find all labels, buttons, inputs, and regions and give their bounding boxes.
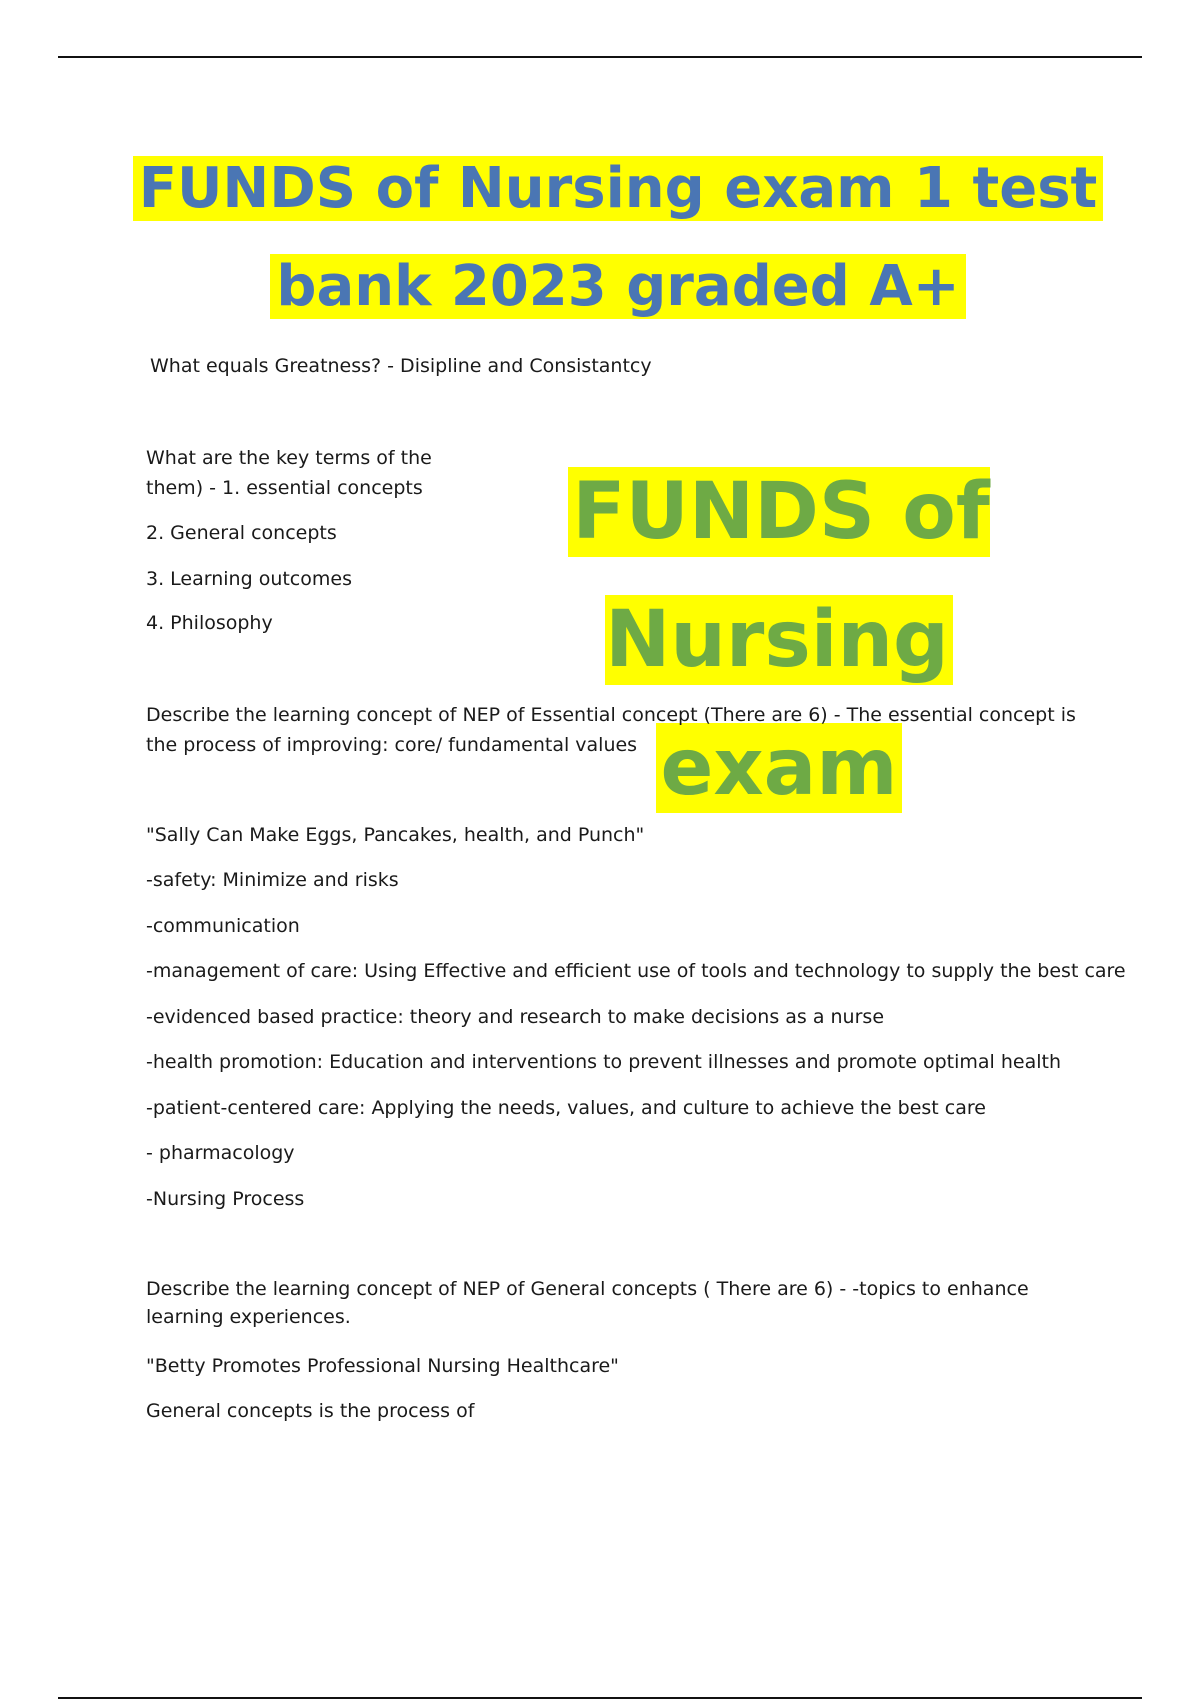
list-item: 3. Learning outcomes (146, 568, 352, 590)
watermark-line-1: FUNDS of Nursing (568, 467, 990, 685)
paragraph: "Sally Can Make Eggs, Pancakes, health, and Punch" (146, 824, 645, 846)
list-item: -health promotion: Education and interventions to prevent illnesses and promote optimal health (146, 1051, 1062, 1073)
bottom-rule (58, 1697, 1142, 1699)
watermark-overlay (413, 448, 1145, 832)
top-rule (58, 56, 1142, 58)
list-item: -safety: Minimize and risks (146, 869, 399, 891)
paragraph: What equals Greatness? - Disipline and Consistantcy (150, 355, 652, 377)
watermark-line-2: exam (656, 723, 901, 813)
paragraph: them) - 1. essential concepts (146, 477, 423, 499)
list-item: - pharmacology (146, 1142, 295, 1164)
paragraph: "Betty Promotes Professional Nursing Healthcare" (146, 1355, 619, 1377)
list-item: -evidenced based practice: theory and research to make decisions as a nurse (146, 1006, 885, 1028)
list-item: 2. General concepts (146, 522, 337, 544)
list-item: -management of care: Using Effective and efficient use of tools and technology to supply the best care (146, 960, 1126, 982)
paragraph: Describe the learning concept of NEP of General concepts ( There are 6) - -topics to enhance learning experiences. (146, 1278, 1029, 1328)
document-title (0, 140, 1200, 336)
paragraph: Describe the learning concept of NEP of Essential concept (There are 6) - The essential concept is the process of improving: core/ fundamental values (146, 704, 1076, 756)
list-item: -patient-centered care: Applying the needs, values, and culture to achieve the best care (146, 1097, 986, 1119)
list-item: -Nursing Process (146, 1188, 305, 1210)
paragraph: What are the key terms of the (146, 447, 432, 469)
title-line-1: FUNDS of Nursing exam 1 test (133, 156, 1104, 221)
list-item: 4. Philosophy (146, 612, 273, 634)
paragraph: General concepts is the process of (146, 1400, 475, 1422)
title-line-2: bank 2023 graded A+ (270, 254, 965, 319)
list-item: -communication (146, 915, 300, 937)
